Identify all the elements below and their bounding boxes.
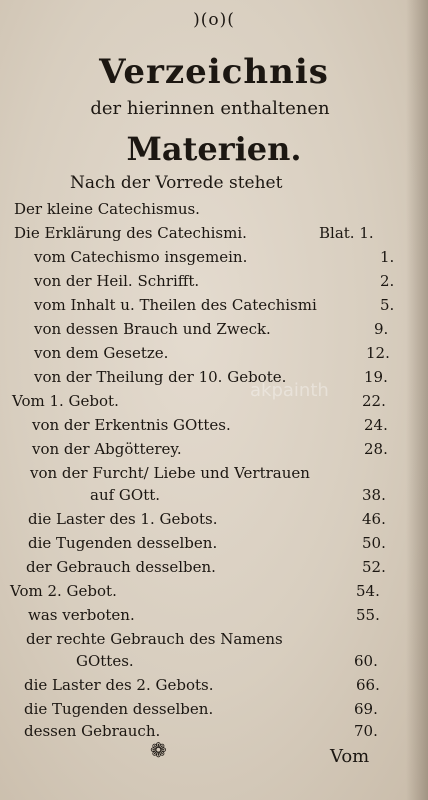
toc-entry	[34, 342, 404, 364]
toc-entry-page: 66.	[356, 676, 380, 694]
page-title: Verzeichnis	[99, 52, 329, 92]
toc-entry-text: die Laster des 1. Gebots.	[28, 510, 218, 528]
catchword: Vom	[330, 746, 370, 767]
toc-entry-page: 12.	[366, 344, 390, 362]
flower-ornament-icon: ❁	[150, 738, 167, 762]
toc-entry	[26, 556, 404, 578]
toc-entry-text: die Tugenden desselben.	[28, 534, 218, 552]
toc-entry-text: von der Theilung der 10. Gebote.	[34, 368, 287, 386]
toc-entry-page: 52.	[362, 558, 386, 576]
toc-entry	[76, 650, 404, 672]
toc-entry-page: 1.	[380, 248, 395, 266]
toc-entry-text: Die Erklärung des Catechismi.	[14, 224, 247, 242]
toc-entry	[28, 532, 404, 554]
toc-entry	[24, 674, 404, 696]
toc-entry-text: Vom 1. Gebot.	[12, 392, 119, 410]
toc-entry-text: vom Inhalt u. Theilen des Catechismi	[34, 296, 317, 314]
intro-line	[70, 172, 370, 194]
toc-entry-page: 5.	[380, 296, 395, 314]
toc-entry-text: der Gebrauch desselben.	[26, 558, 216, 576]
toc-entry	[34, 246, 404, 268]
toc-entry-text: vom Catechismo insgemein.	[34, 248, 248, 266]
toc-entry-text: GOttes.	[76, 652, 134, 670]
toc-entry-text: dessen Gebrauch.	[24, 722, 161, 740]
toc-entry-text: der rechte Gebrauch des Namens	[26, 630, 283, 648]
toc-entry-text: von der Erkentnis GOttes.	[32, 416, 231, 434]
toc-entry-page: 2.	[380, 272, 395, 290]
toc-entry-page: 28.	[364, 440, 388, 458]
toc-entry	[24, 720, 404, 742]
toc-entry-page: 46.	[362, 510, 386, 528]
toc-entry	[28, 508, 404, 530]
toc-entry-text: Vom 2. Gebot.	[10, 582, 117, 600]
toc-entry	[32, 414, 404, 436]
page-title-materien: Materien.	[126, 130, 302, 168]
toc-entry-text: die Laster des 2. Gebots.	[24, 676, 214, 694]
toc-entry-text: von der Furcht/ Liebe und Vertrauen	[30, 464, 310, 482]
toc-entry	[34, 270, 404, 292]
toc-entry-text: von dessen Brauch und Zweck.	[34, 320, 271, 338]
watermark: akpainth	[250, 380, 329, 401]
toc-entry-page: 60.	[354, 652, 378, 670]
toc-entry	[34, 294, 404, 316]
toc-entry-text: von der Abgötterey.	[32, 440, 182, 458]
toc-entry-page: 70.	[354, 722, 378, 740]
toc-entry-page: 54.	[356, 582, 380, 600]
toc-entry-text: Der kleine Catechismus.	[14, 200, 200, 218]
toc-entry	[26, 628, 404, 650]
toc-entry	[32, 438, 404, 460]
toc-entry	[90, 484, 404, 506]
header-ornament-mark: )(o)(	[193, 10, 235, 30]
toc-entry-page: 9.	[374, 320, 389, 338]
toc-entry	[14, 222, 404, 244]
toc-entry	[34, 366, 404, 388]
toc-entry-page: 50.	[362, 534, 386, 552]
toc-entry-page: 19.	[364, 368, 388, 386]
toc-entry	[10, 580, 404, 602]
toc-entry	[30, 462, 404, 484]
toc-entry	[12, 390, 404, 412]
toc-entry-page: Blat. 1.	[319, 224, 374, 242]
toc-entry	[34, 318, 404, 340]
page-edge-shadow	[406, 0, 428, 800]
intro-text: Nach der Vorrede stehet	[70, 173, 283, 193]
toc-entry-page: 24.	[364, 416, 388, 434]
toc-entry-text: die Tugenden desselben.	[24, 700, 214, 718]
toc-entry	[24, 698, 404, 720]
toc-entry-page: 22.	[362, 392, 386, 410]
toc-entry-text: was verboten.	[28, 606, 135, 624]
toc-entry-text: auf GOtt.	[90, 486, 161, 504]
toc-entry-page: 38.	[362, 486, 386, 504]
toc-entry	[14, 198, 404, 220]
toc-entry-text: von der Heil. Schrifft.	[34, 272, 200, 290]
page-subtitle: der hierinnen enthaltenen	[90, 98, 330, 119]
toc-entry	[28, 604, 404, 626]
toc-entry-text: von dem Gesetze.	[34, 344, 169, 362]
toc-entry-page: 55.	[356, 606, 380, 624]
toc-entry-page: 69.	[354, 700, 378, 718]
